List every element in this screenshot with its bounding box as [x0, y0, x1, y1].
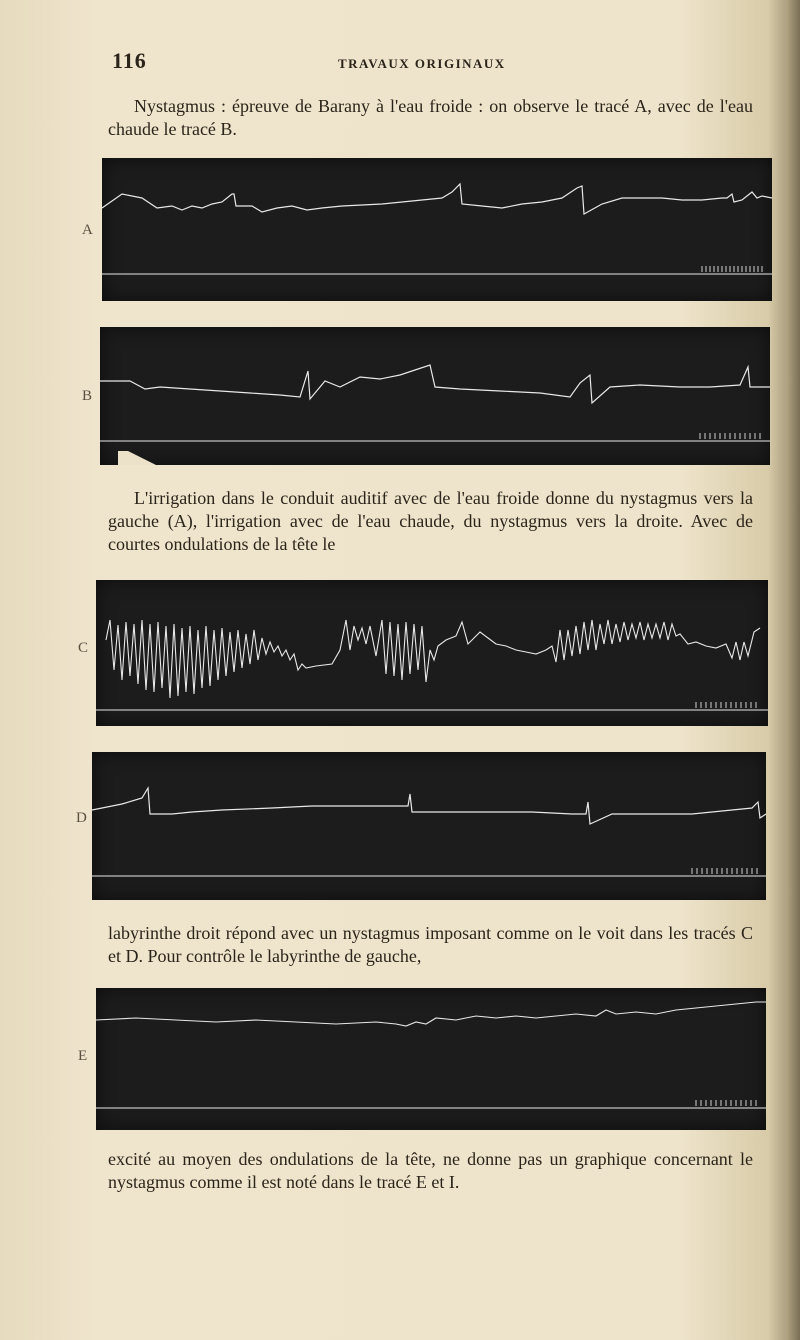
paragraph-intro: Nystagmus : épreuve de Barany à l'eau froide : on observe le tracé A, avec de l'eau chaude le tracé B. [108, 96, 753, 139]
trace-label-c: C [78, 640, 89, 656]
paragraph-labyrinthe: labyrinthe droit répond avec un nystagmus imposant comme on le voit dans les tracés C et D. Pour contrôle le labyrinthe de gauche, [108, 923, 753, 966]
running-head: TRAVAUX ORIGINAUX [338, 56, 506, 71]
trace-a-graph [102, 158, 772, 301]
trace-c-plate [96, 580, 768, 726]
trace-c-graph [96, 580, 768, 726]
page-number: 116 [112, 48, 147, 73]
trace-d-plate [92, 752, 766, 900]
trace-b-graph [100, 327, 770, 465]
trace-e-plate [96, 988, 766, 1130]
trace-label-e: E [78, 1048, 88, 1064]
trace-label-a: A [82, 222, 93, 238]
trace-label-d: D [76, 810, 87, 826]
page-gutter [786, 0, 800, 1340]
trace-a-plate [102, 158, 772, 301]
trace-e-graph [96, 988, 766, 1130]
paragraph-conclusion: excité au moyen des ondulations de la tête, ne donne pas un graphique concernant le nystagmus comme il est noté dans le tracé E et I. [108, 1149, 753, 1192]
paragraph-irrigation: L'irrigation dans le conduit auditif avec de l'eau froide donne du nystagmus vers la gauche (A), l'irrigation avec de l'eau chaude, du nystagmus vers la droite. Avec de courtes ondulations de la tête le [108, 488, 753, 554]
trace-label-b: B [82, 388, 93, 404]
trace-d-graph [92, 752, 766, 900]
trace-b-plate [100, 327, 770, 465]
